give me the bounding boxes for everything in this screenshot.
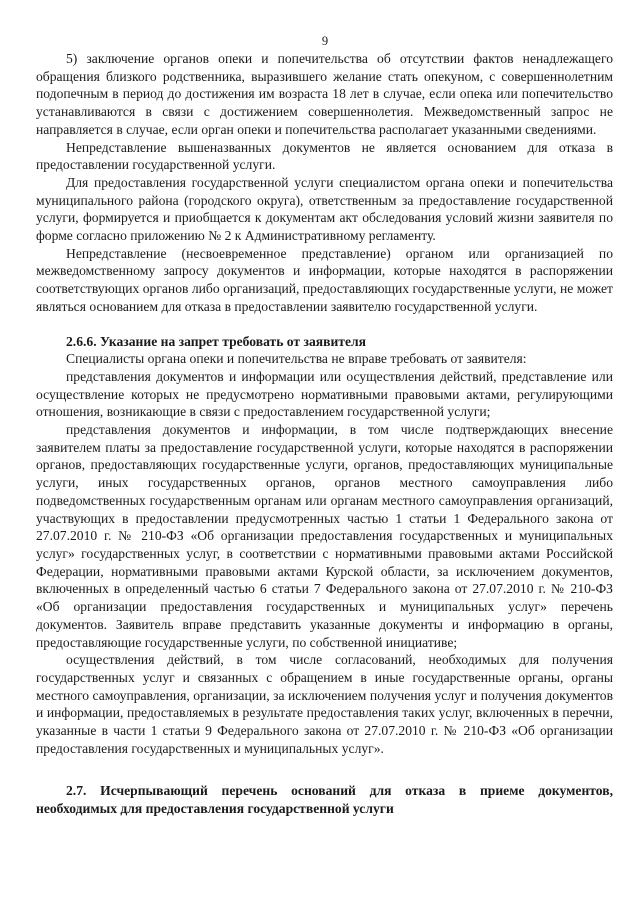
paragraph-prohibition-item-3: осуществления действий, в том числе согласований, необходимых для получения государственных услуг и связанных с обращением в иные государственные органы, органы местного самоуправления, организации, за исключением получения услуг и получения документов и информации, предоставляемых в результате предоставления таких услуг, включенных в перечни, указанные в части 1 статьи 9 Федерального закона от 27.07.2010 г. № 210-ФЗ «Об организации предоставления государственных и муниципальных услуг».: [36, 652, 613, 756]
paragraph-prohibition-intro: Специалисты органа опеки и попечительства не вправе требовать от заявителя:: [66, 351, 527, 367]
paragraph-non-submission-documents: Непредставление вышеназванных документов не является основанием для отказа в предоставлении государственной услуги.: [36, 139, 613, 173]
page-content: [36, 50, 613, 818]
paragraph-prohibition-item-2: представления документов и информации, в том числе подтверждающих внесение заявителем платы за предоставление государственной услуги, которые находятся в распоряжении органов, предоставляющих государственные услуги, органов, предоставляющих муниципальные услуги, иных государственных органов, органов местного самоуправления либо подведомственных государственным органам или органам местного самоуправления организаций, участвующих в предоставлении предусмотренных частью 1 статьи 1 Федерального закона от 27.07.2010 г. № 210-ФЗ «Об организации предоставления государственных и муниципальных услуг» государственных услуг, в соответствии с нормативными правовыми актами Российской Федерации, нормативными правовыми актами Курской области, за исключением документов, включенных в определенный частью 6 статьи 7 Федерального закона от 27.07.2010 г. № 210-ФЗ «Об организации предоставления государственных и муниципальных услуг» перечень документов. Заявитель вправе представить указанные документы и информацию в органы, предоставляющие государственные услуги, по собственной инициативе;: [36, 422, 613, 650]
section-heading-2-6-6: 2.6.6. Указание на запрет требовать от заявителя: [66, 333, 366, 349]
paragraph-inspection-act: Для предоставления государственной услуги специалистом органа опеки и попечительства муниципального района (городского округа), ответственным за предоставление государственной услуги, формируется и приобщается к документам акт обследования условий жизни заявителя по форме согласно приложению № 2 к Административному регламенту.: [36, 174, 613, 244]
paragraph-conclusion-guardianship: 5) заключение органов опеки и попечительства об отсутствии фактов ненадлежащего обращения близкого родственника, выразившего желание стать опекуном, с совершеннолетним подопечным в период до достижения им возраста 18 лет в случае, если опека или попечительство устанавливаются в связи с достижением совершеннолетия. Межведомственный запрос не направляется в случае, если орган опеки и попечительства располагает указанными сведениями.: [36, 51, 613, 137]
paragraph-prohibition-item-1: представления документов и информации или осуществления действий, представление или осуществление которых не предусмотрено нормативными правовыми актами, регулирующими отношения, возникающие в связи с предоставлением государственной услуги;: [36, 368, 613, 420]
section-heading-2-7: 2.7. Исчерпывающий перечень оснований для отказа в приеме документов, необходимых для предоставления государственной услуги: [36, 783, 613, 817]
page-number: 9: [321, 34, 329, 48]
paragraph-interagency-request: Непредставление (несвоевременное представление) органом или организацией по межведомственному запросу документов и информации, которые находятся в распоряжении соответствующих органов либо организаций, предоставляющих государственные услуги, не может являться основанием для отказа в предоставлении заявителю государственной услуги.: [36, 245, 613, 314]
